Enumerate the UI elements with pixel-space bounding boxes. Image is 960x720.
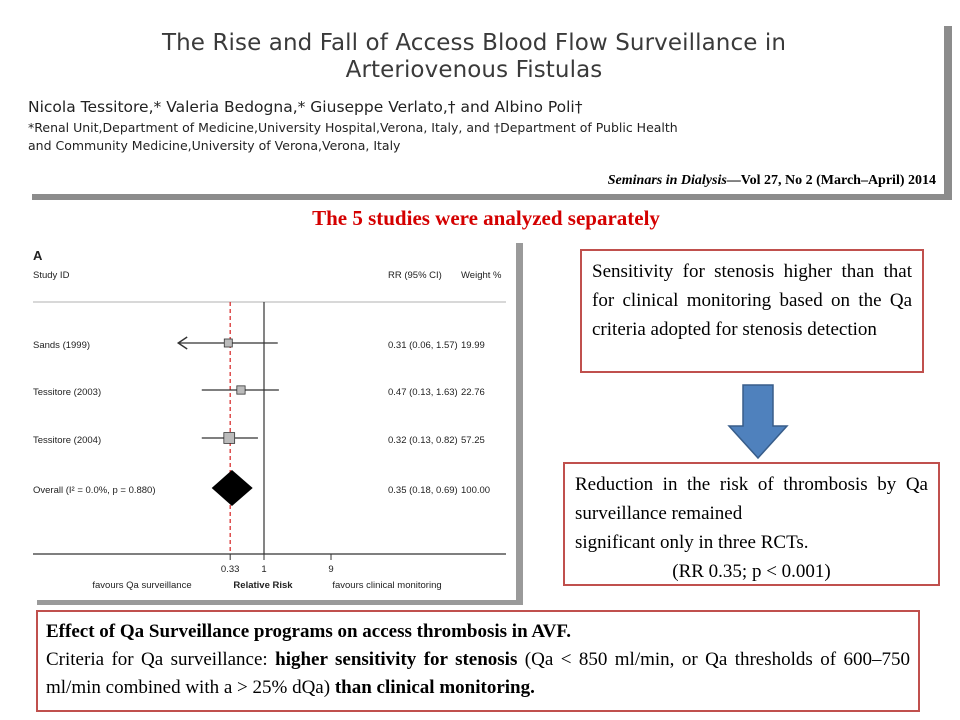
- citation-details: —Vol 27, No 2 (March–April) 2014: [726, 173, 936, 188]
- summary-criteria: [46, 646, 910, 702]
- reduction-text-end: significant only in three RCTs.: [575, 532, 809, 553]
- reduction-text: Reduction in the risk of thrombosis by Qa surveillance remained: [575, 474, 928, 524]
- column-header-weight: Weight %: [461, 270, 502, 281]
- x-tick-label-0-33: 0.33: [220, 564, 240, 575]
- summary-prefix: Criteria for Qa surveillance:: [46, 649, 276, 670]
- study-weight-box: [224, 339, 232, 347]
- reduction-callout: [563, 462, 940, 586]
- overall-rr-text: 0.35 (0.18, 0.69): [388, 485, 458, 496]
- summary-box: [36, 610, 920, 712]
- favours-right-label: favours clinical monitoring: [332, 580, 442, 591]
- study-label: Tessitore (2003): [33, 387, 102, 398]
- study-label: Sands (1999): [33, 340, 91, 351]
- summary-thresholds: (Qa < 850 ml/min, or Qa thresholds of 600–750 ml/min combined with a > 25% dQa): [46, 649, 910, 698]
- down-arrow-icon: [727, 384, 789, 460]
- forest-plot-panel: [30, 238, 516, 600]
- study-rr-text: 0.32 (0.13, 0.82): [388, 435, 458, 446]
- column-header-study: Study ID: [33, 270, 70, 281]
- paper-title: [24, 30, 924, 84]
- summary-bold-sensitivity: higher sensitivity for stenosis: [275, 649, 518, 670]
- study-label: Tessitore (2004): [33, 435, 102, 446]
- paper-header-image: [24, 20, 944, 194]
- slide-subtitle: The 5 studies were analyzed separately: [312, 206, 660, 230]
- study-weight-box: [224, 433, 235, 444]
- study-weight-text: 57.25: [461, 435, 485, 446]
- study-weight-text: 19.99: [461, 340, 485, 351]
- favours-left-label: favours Qa surveillance: [92, 580, 192, 591]
- summary-title: Effect of Qa Surveillance programs on access thrombosis in AVF.: [46, 621, 571, 642]
- paper-authors: Nicola Tessitore,* Valeria Bedogna,* Giuseppe Verlato,† and Albino Poli†: [28, 98, 583, 116]
- paper-title-line1: The Rise and Fall of Access Blood Flow Surveillance in: [161, 30, 787, 56]
- forest-plot: [30, 238, 516, 600]
- affiliation-line2: and Community Medicine,University of Verona,Verona, Italy: [28, 138, 401, 153]
- reduction-rr: (RR 0.35; p < 0.001): [672, 561, 831, 582]
- overall-weight-text: 100.00: [461, 485, 491, 496]
- affiliation-line1: *Renal Unit,Department of Medicine,University Hospital,Verona, Italy, and †Department of Public Health: [28, 120, 678, 135]
- summary-bold-monitoring: than clinical monitoring.: [334, 677, 535, 698]
- study-rr-text: 0.31 (0.06, 1.57): [388, 340, 458, 351]
- x-axis-label: Relative Risk: [233, 580, 293, 591]
- paper-affiliation: [28, 119, 908, 155]
- x-tick-label-1: 1: [261, 564, 267, 575]
- study-row-tessitore-2003: [33, 386, 485, 398]
- overall-diamond: [212, 470, 253, 506]
- study-row-sands: [33, 337, 485, 351]
- down-arrow-shape: [729, 385, 787, 458]
- panel-label: A: [33, 248, 43, 263]
- overall-row: [33, 470, 490, 506]
- journal-name: Seminars in Dialysis: [607, 173, 727, 188]
- column-header-rr: RR (95% CI): [388, 270, 442, 281]
- paper-title-line2: Arteriovenous Fistulas: [345, 57, 603, 83]
- x-tick-label-9: 9: [328, 564, 334, 575]
- sensitivity-callout: Sensitivity for stenosis higher than that for clinical monitoring based on the Qa criteria adopted for stenosis detection: [580, 249, 924, 373]
- study-rr-text: 0.47 (0.13, 1.63): [388, 387, 458, 398]
- journal-citation: [608, 173, 936, 189]
- overall-label: Overall (I² = 0.0%, p = 0.880): [33, 485, 156, 496]
- study-weight-box: [237, 386, 245, 394]
- study-row-tessitore-2004: [33, 433, 485, 446]
- study-weight-text: 22.76: [461, 387, 485, 398]
